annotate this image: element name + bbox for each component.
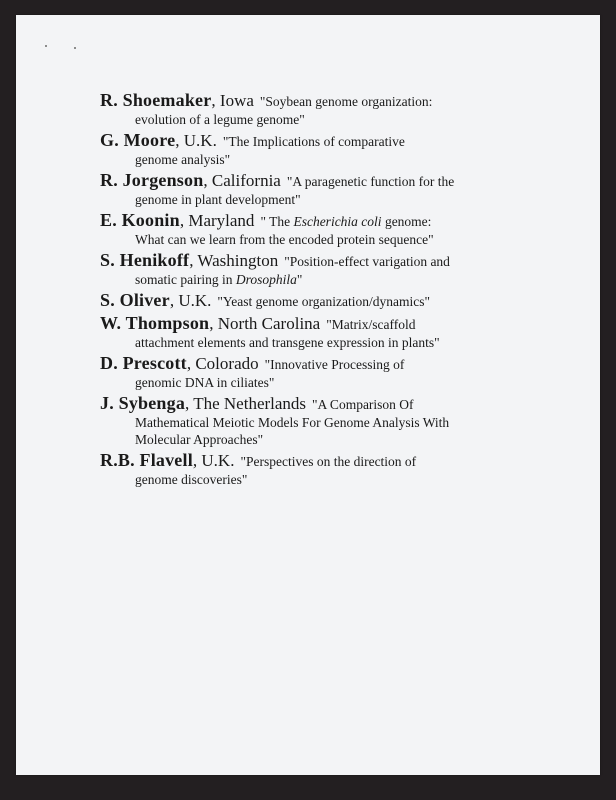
- talk-title-continued: Mathematical Meiotic Models For Genome Analysis With: [135, 415, 450, 430]
- speaker-location: , Washington: [189, 251, 279, 270]
- speaker-name: R. Jorgenson: [100, 170, 204, 190]
- speaker-location: , Maryland: [179, 211, 255, 230]
- talk-title: "A paragenetic function for the: [286, 174, 455, 189]
- speaker-location: , The Netherlands: [185, 394, 307, 413]
- paper-sheet: [16, 15, 600, 775]
- talk-title: "Matrix/scaffold: [326, 317, 416, 332]
- speaker-location: , California: [203, 171, 281, 190]
- speaker-entry-moore: [100, 131, 570, 168]
- speaker-name: E. Koonin: [100, 210, 180, 230]
- talk-title-continued: genome analysis": [135, 152, 231, 167]
- talk-title-continued: genomic DNA in ciliates": [135, 375, 275, 390]
- speaker-location: , Iowa: [211, 91, 254, 110]
- speaker-name: S. Oliver: [100, 290, 170, 310]
- speaker-entry-prescott: [100, 354, 570, 391]
- speaker-entry-flavell: [100, 451, 570, 488]
- speaker-location: , Colorado: [186, 354, 259, 373]
- talk-title-continued: genome in plant development": [135, 192, 301, 207]
- talk-title: "Position-effect varigation and: [284, 254, 450, 269]
- genus-name-italic: Drosophila: [235, 272, 297, 287]
- speaker-location: , U.K.: [175, 131, 217, 150]
- paper-speck: [45, 45, 47, 47]
- speaker-entry-koonin: [100, 211, 570, 248]
- speaker-name: D. Prescott: [100, 353, 187, 373]
- speaker-entry-jorgenson: [100, 171, 570, 208]
- talk-title-continued: evolution of a legume genome": [135, 112, 305, 127]
- speaker-entry-oliver: [100, 291, 570, 311]
- speaker-name: R.B. Flavell: [100, 450, 193, 470]
- talk-title: "A Comparison Of: [312, 397, 414, 412]
- talk-title: "Yeast genome organization/dynamics": [217, 294, 430, 309]
- talk-title: " The Escherichia coli genome:: [260, 214, 432, 229]
- speaker-entry-thompson: [100, 314, 570, 351]
- talk-title-continued: genome discoveries": [135, 472, 248, 487]
- speaker-location: , U.K.: [192, 451, 235, 470]
- talk-title-continued: somatic pairing in Drosophila": [135, 272, 303, 287]
- talk-title: "The Implications of comparative: [222, 134, 405, 149]
- speaker-name: J. Sybenga: [100, 393, 186, 413]
- speaker-list: [100, 91, 570, 491]
- speaker-name: G. Moore: [100, 130, 176, 150]
- talk-title-continued: What can we learn from the encoded protein sequence": [135, 232, 434, 247]
- speaker-entry-henikoff: [100, 251, 570, 288]
- talk-title: "Perspectives on the direction of: [240, 454, 417, 469]
- speaker-location: , U.K.: [169, 291, 212, 310]
- talk-title: "Innovative Processing of: [264, 357, 405, 372]
- talk-title: "Soybean genome organization:: [259, 94, 433, 109]
- talk-title-continued: Molecular Approaches": [135, 432, 264, 447]
- species-name-italic: Escherichia coli: [293, 214, 382, 229]
- speaker-location: , North Carolina: [209, 314, 321, 333]
- paper-speck: [74, 47, 76, 49]
- speaker-entry-sybenga: [100, 394, 570, 448]
- speaker-entry-shoemaker: [100, 91, 570, 128]
- speaker-name: W. Thompson: [100, 313, 210, 333]
- talk-title-continued: attachment elements and transgene expression in plants": [135, 335, 440, 350]
- speaker-name: S. Henikoff: [100, 250, 190, 270]
- speaker-name: R. Shoemaker: [100, 90, 212, 110]
